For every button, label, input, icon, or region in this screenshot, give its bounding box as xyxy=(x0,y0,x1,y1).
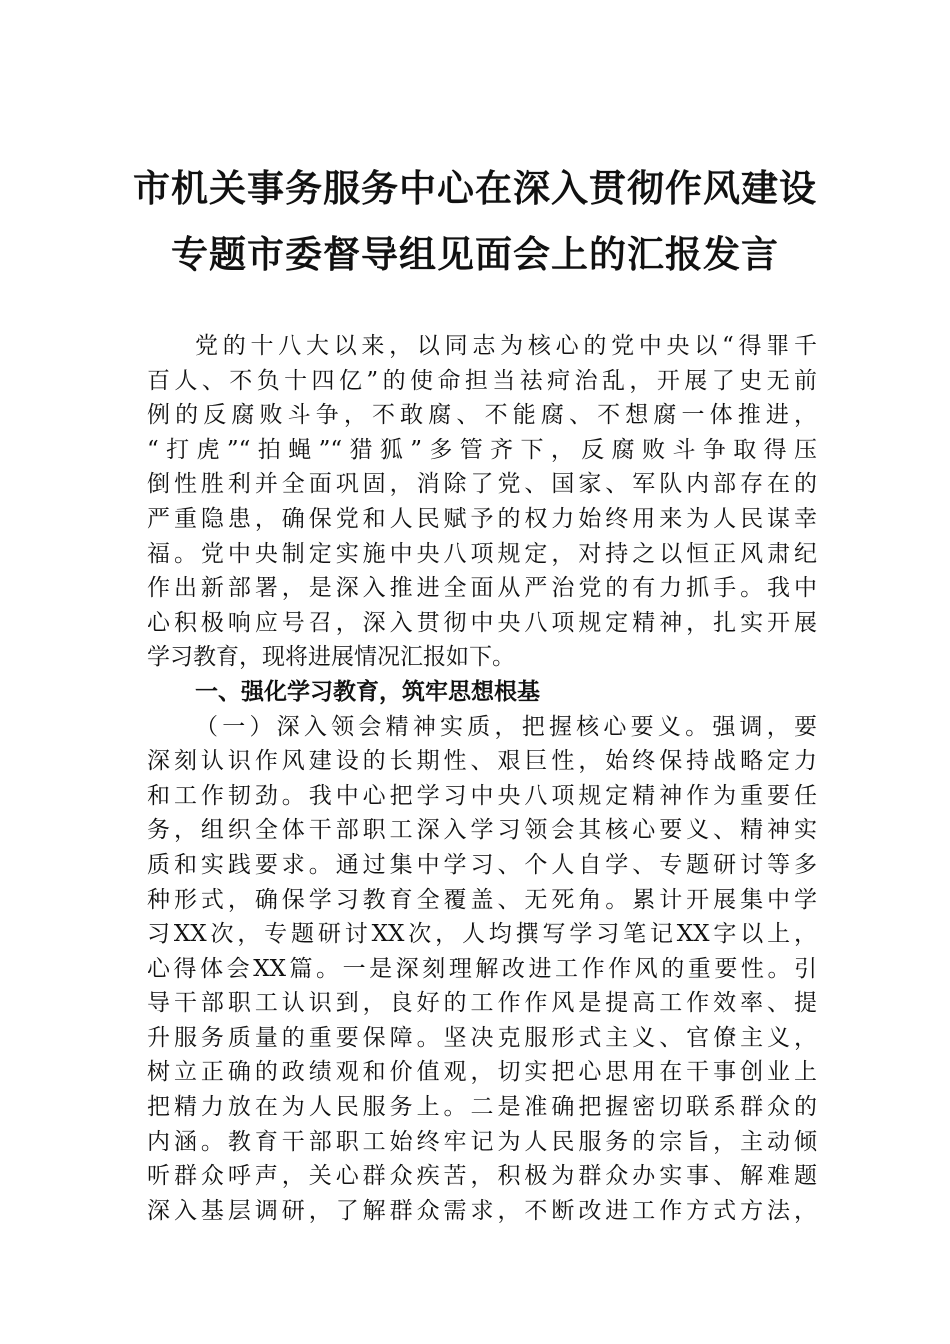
body-line: 福。党中央制定实施中央八项规定，对持之以恒正风肃纪 xyxy=(147,540,817,567)
body-line: 把精力放在为人民服务上。二是准确把握密切联系群众的 xyxy=(147,1094,817,1121)
body-line: 和工作韧劲。我中心把学习中央八项规定精神作为重要任 xyxy=(147,782,817,809)
body-line: 升服务质量的重要保障。坚决克服形式主义、官僚主义， xyxy=(147,1024,817,1051)
body-line: 树立正确的政绩观和价值观，切实把心思用在干事创业上 xyxy=(147,1059,817,1086)
body-line: 作出新部署，是深入推进全面从严治党的有力抓手。我中 xyxy=(147,575,817,602)
document-body xyxy=(147,329,817,1228)
body-line: 严重隐患，确保党和人民赋予的权力始终用来为人民谋幸 xyxy=(147,505,817,532)
body-line: 质和实践要求。通过集中学习、个人自学、专题研讨等多 xyxy=(147,851,817,878)
body-line: 深入基层调研，了解群众需求，不断改进工作方式方法， xyxy=(147,1197,817,1224)
body-line: 学习教育，现将进展情况汇报如下。 xyxy=(147,644,515,671)
body-line: （一）深入领会精神实质，把握核心要义。强调，要 xyxy=(195,713,817,740)
body-line: 种形式，确保学习教育全覆盖、无死角。累计开展集中学 xyxy=(147,886,817,913)
body-line: 导干部职工认识到，良好的工作作风是提高工作效率、提 xyxy=(147,990,817,1017)
body-line: 内涵。教育干部职工始终牢记为人民服务的宗旨，主动倾 xyxy=(147,1128,817,1155)
body-line: 心积极响应号召，深入贯彻中央八项规定精神，扎实开展 xyxy=(147,609,817,636)
body-line: “打虎”“拍蝇”“猎狐”多管齐下，反腐败斗争取得压 xyxy=(147,436,817,463)
body-line: 党的十八大以来，以同志为核心的党中央以“得罪千 xyxy=(195,333,817,359)
body-line: 例的反腐败斗争，不敢腐、不能腐、不想腐一体推进， xyxy=(147,402,817,429)
body-line: 听群众呼声，关心群众疾苦，积极为群众办实事、解难题 xyxy=(147,1163,817,1190)
body-line: 习XX次，专题研讨XX次，人均撰写学习笔记XX字以上， xyxy=(147,921,817,948)
body-line: 倒性胜利并全面巩固，消除了党、国家、军队内部存在的 xyxy=(147,471,817,498)
body-line: 心得体会XX篇。一是深刻理解改进工作作风的重要性。引 xyxy=(147,955,817,982)
section-heading: 一、强化学习教育，筑牢思想根基 xyxy=(195,677,540,705)
document-title-line-2: 专题市委督导组见面会上的汇报发言 xyxy=(171,232,779,276)
body-line: 百人、不负十四亿”的使命担当祛疴治乱，开展了史无前 xyxy=(147,367,817,394)
body-line: 深刻认识作风建设的长期性、艰巨性，始终保持战略定力 xyxy=(147,748,817,775)
document-title-line-1: 市机关事务服务中心在深入贯彻作风建设 xyxy=(133,166,817,210)
body-line: 务，组织全体干部职工深入学习领会其核心要义、精神实 xyxy=(147,817,817,844)
